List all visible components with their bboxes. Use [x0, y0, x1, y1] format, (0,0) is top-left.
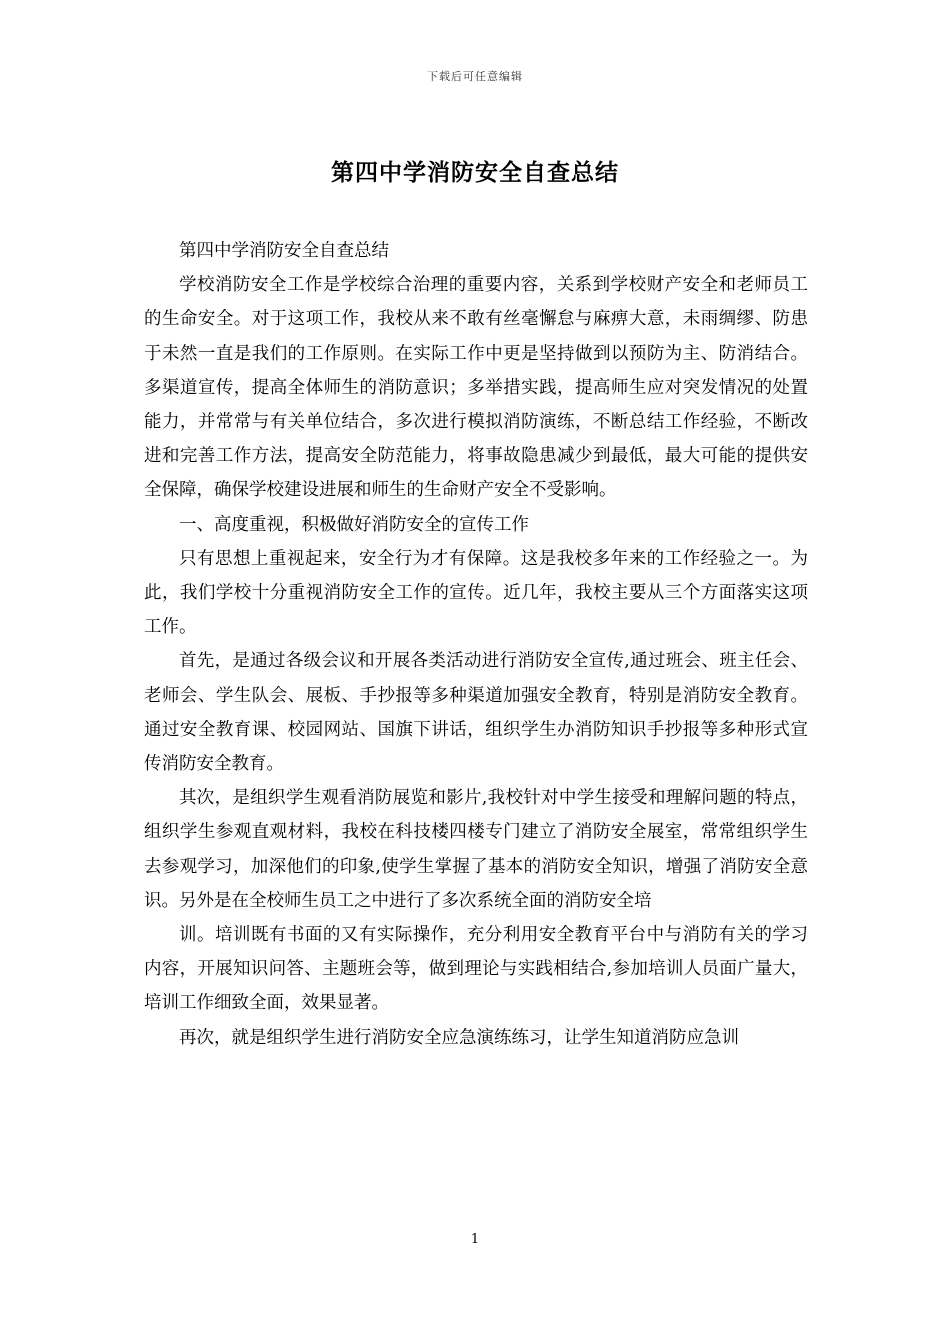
document-title: 第四中学消防安全自查总结	[331, 159, 619, 186]
paragraph-intro: 学校消防安全工作是学校综合治理的重要内容，关系到学校财产安全和老师员工的生命安全。对于这项工作，我校从来不敢有丝毫懈怠与麻痹大意，未雨绸缪、防患于未然一直是我们的工作原则。在实际工作中更是坚持做到以预防为主、防消结合。多渠道宣传，提高全体师生的消防意识；多举措实践，提高师生应对突发情况的处置能力，并常常与有关单位结合，多次进行模拟消防演练，不断总结工作经验，不断改进和完善工作方法，提高安全防范能力，将事故隐患减少到最低，最大可能的提供安全保障，确保学校建设进展和师生的生命财产安全不受影响。	[144, 275, 808, 501]
paragraph: 其次，是组织学生观看消防展览和影片,我校针对中学生接受和理解问题的特点，组织学生参观直观材料，我校在科技楼四楼专门建立了消防安全展室，常常组织学生去参观学习，加深他们的印象,使学生掌握了基本的消防安全知识，增强了消防安全意识。另外是在全校师生员工之中进行了多次系统全面的消防安全培	[144, 788, 808, 911]
paragraph-subtitle: 第四中学消防安全自查总结	[179, 241, 389, 261]
document-body	[144, 234, 808, 1055]
section-heading-1: 一、高度重视，积极做好消防安全的宣传工作	[179, 514, 529, 535]
paragraph: 只有思想上重视起来，安全行为才有保障。这是我校多年来的工作经验之一。为此，我们学校十分重视消防安全工作的宣传。近几年，我校主要从三个方面落实这项工作。	[144, 548, 808, 638]
paragraph: 训。培训既有书面的又有实际操作，充分利用安全教育平台中与消防有关的学习内容，开展知识问答、主题班会等，做到理论与实践相结合,参加培训人员面广量大，培训工作细致全面，效果显著。	[144, 925, 808, 1014]
paragraph: 再次，就是组织学生进行消防安全应急演练练习，让学生知道消防应急训	[179, 1027, 739, 1048]
header-note: 下载后可任意编辑	[427, 70, 523, 83]
paragraph: 首先，是通过各级会议和开展各类活动进行消防安全宣传,通过班会、班主任会、老师会、学生队会、展板、手抄报等多种渠道加强安全教育，特别是消防安全教育。通过安全教育课、校园网站、国旗下讲话，组织学生办消防知识手抄报等多种形式宣传消防安全教育。	[144, 651, 808, 775]
page-number: 1	[470, 1232, 480, 1247]
